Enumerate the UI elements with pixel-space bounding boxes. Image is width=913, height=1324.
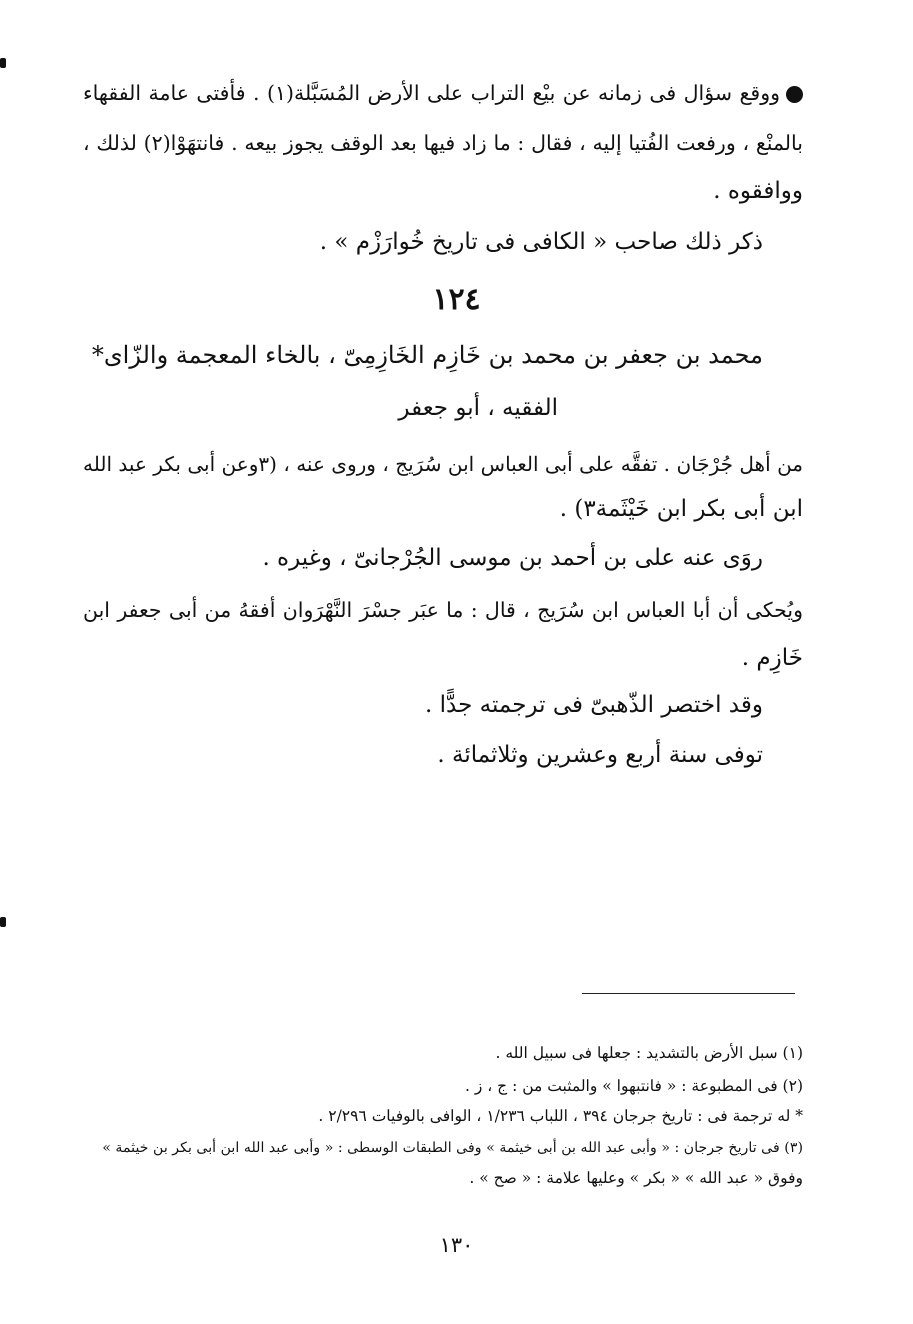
entry-number: ١٢٤ — [432, 282, 481, 317]
body-line: من أهل جُرْجَان . تفقَّه على أبى العباس ابن سُرَيج ، وروى عنه ، (٣وعن أبى بكر عبد الله — [83, 452, 804, 476]
paragraph-line — [83, 78, 803, 108]
footnote: (٣) فى تاريخ جرجان : « وأبى عبد الله بن أبى خيثمة » وفى الطبقات الوسطى : « وأبى عبد الله ابن أبى بكر بن خيثمة » — [102, 1140, 803, 1156]
source-note: ذكر ذلك صاحب « الكافى فى تاريخ خُوارَزْم » . — [319, 229, 763, 255]
scan-mark — [0, 58, 6, 68]
text: ووقع سؤال فى زمانه عن بيْع التراب على الأرض المُسَبَّلة(١) . فأفتى عامة الفقهاء — [83, 81, 780, 105]
body-line: روَى عنه على بن أحمد بن موسى الجُرْجانىّ ، وغيره . — [262, 545, 763, 571]
body-line: توفى سنة أربع وعشرين وثلاثمائة . — [437, 742, 763, 768]
footnote: * له ترجمة فى : تاريخ جرجان ٣٩٤ ، اللباب ١/٢٣٦ ، الوافى بالوفيات ٢/٢٩٦ . — [318, 1107, 803, 1125]
paragraph-line: بالمنْع ، ورفعت الفُتيا إليه ، فقال : ما زاد فيها بعد الوقف يجوز بيعه . فانتهَوْا(٢) لذلك ، — [83, 131, 803, 155]
body-line: وقد اختصر الذّهبىّ فى ترجمته جدًّا . — [425, 692, 763, 718]
paragraph-line: ووافقوه . — [713, 178, 803, 204]
footnote: وفوق « عبد الله » « بكر » وعليها علامة : « صح » . — [469, 1169, 803, 1187]
bullet-dot-icon — [786, 86, 803, 103]
scan-mark — [0, 917, 6, 927]
footnote: (٢) فى المطبوعة : « فانتبهوا » والمثبت من : ج ، ز . — [464, 1077, 803, 1095]
body-line: ابن أبى بكر ابن خَيْثَمة٣) . — [559, 496, 803, 522]
footnote-separator — [582, 993, 795, 994]
entry-title: محمد بن جعفر بن محمد بن خَازِم الخَازِمِىّ ، بالخاء المعجمة والزّاى* — [91, 341, 763, 369]
footnote: (١) سبل الأرض بالتشديد : جعلها فى سبيل الله . — [495, 1044, 803, 1062]
body-line: خَازِم . — [741, 645, 803, 671]
body-line: ويُحكى أن أبا العباس ابن سُرَيج ، قال : ما عبَر جسْرَ النَّهْرَوان أفقهُ من أبى جعفر ابن — [83, 598, 803, 622]
page-number: ١٣٠ — [439, 1233, 474, 1257]
entry-subtitle: الفقيه ، أبو جعفر — [398, 395, 558, 421]
